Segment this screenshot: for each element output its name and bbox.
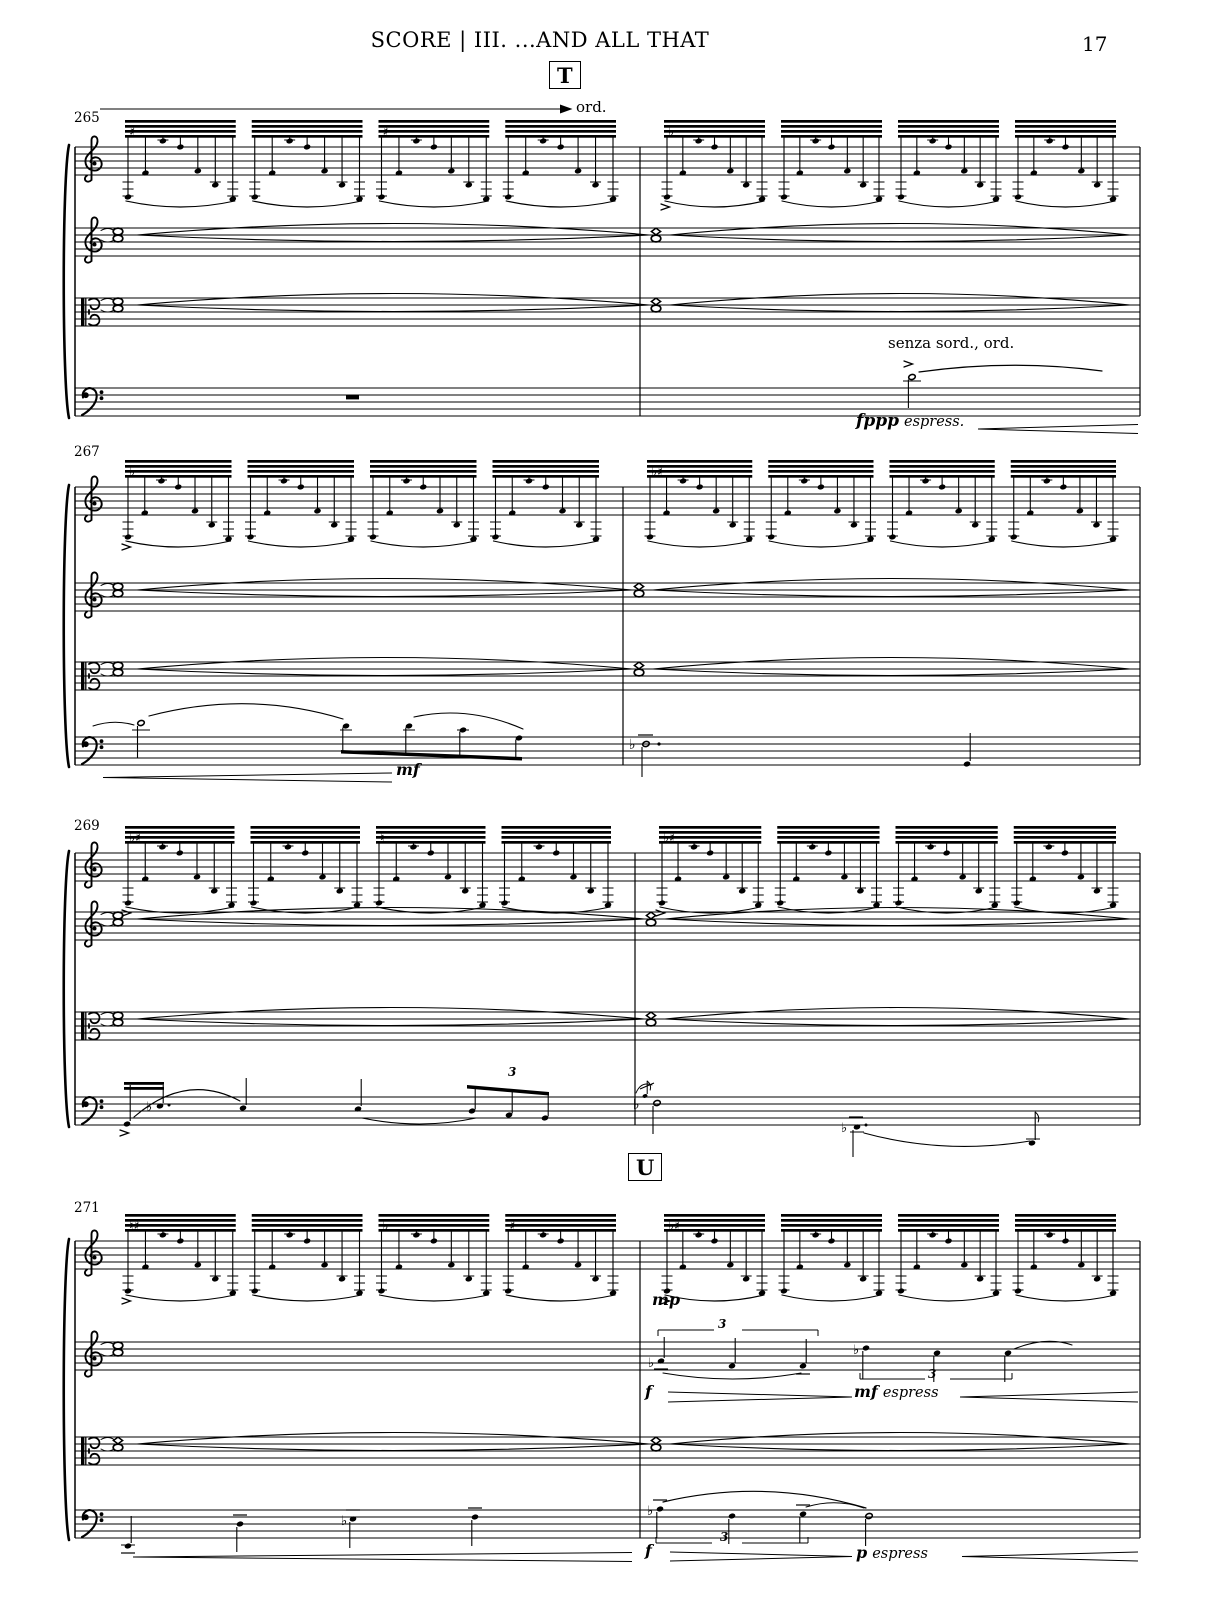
page-number: 17 — [1082, 32, 1108, 56]
dynamic-fppp: fppp — [856, 411, 899, 431]
svg-text:♭: ♭ — [853, 1343, 860, 1358]
espress-label: espress — [882, 1385, 939, 1401]
svg-text:♯: ♯ — [382, 124, 389, 139]
svg-text:♭♯: ♭♯ — [129, 830, 141, 845]
svg-text:♭: ♭ — [648, 1356, 655, 1371]
svg-text:♯: ♯ — [509, 1218, 516, 1233]
triplet-3-cello-269: 3 — [508, 1065, 517, 1079]
triplet-3-cello-272: 3 — [720, 1530, 729, 1544]
violin2-dynamic-mf-espress — [854, 1384, 939, 1401]
cello-dynamic-f: f — [645, 1541, 652, 1560]
svg-text:♮♯: ♮♯ — [129, 1218, 140, 1233]
dynamic-mf: mf — [854, 1382, 878, 1401]
svg-text:♭♯: ♭♯ — [651, 464, 663, 479]
violin2-dynamic-f: f — [645, 1382, 652, 1401]
measure-number-265: 265 — [74, 110, 100, 126]
rehearsal-mark-t: T — [549, 61, 581, 89]
svg-text:♮: ♮ — [380, 830, 385, 845]
triplet-3-violin2-upper: 3 — [718, 1317, 727, 1331]
svg-text:♭♯: ♭♯ — [668, 1218, 680, 1233]
svg-text:♭: ♭ — [633, 1097, 640, 1113]
svg-text:♯: ♯ — [129, 124, 136, 139]
cello-dynamic-fppp — [856, 413, 964, 430]
svg-text:♭: ♭ — [629, 737, 636, 753]
ord-label: ord. — [576, 98, 607, 116]
measure-number-269: 269 — [74, 818, 100, 834]
svg-text:♭: ♭ — [146, 1100, 153, 1115]
espress-label: espress. — [903, 414, 965, 430]
page-title: SCORE | III. ...AND ALL THAT — [370, 28, 710, 52]
svg-text:♭: ♭ — [341, 1514, 348, 1529]
svg-text:♭: ♭ — [841, 1121, 848, 1136]
svg-text:♭: ♭ — [129, 464, 135, 479]
triplet-3-violin2-lower: 3 — [928, 1367, 937, 1381]
svg-text:♭: ♭ — [668, 124, 674, 139]
svg-text:♭♯: ♭♯ — [663, 830, 675, 845]
rehearsal-mark-u: U — [628, 1153, 662, 1181]
dynamic-p: p — [856, 1543, 868, 1562]
measure-number-271: 271 — [74, 1200, 100, 1216]
senza-sord-label: senza sord., ord. — [888, 334, 1015, 352]
violin1-dynamic-mp: mp — [652, 1290, 681, 1309]
measure-number-267: 267 — [74, 444, 100, 460]
svg-text:♭: ♭ — [382, 1218, 389, 1233]
espress-label: espress — [872, 1546, 928, 1562]
svg-text:♭: ♭ — [647, 1504, 654, 1519]
cello-dynamic-p-espress — [856, 1545, 928, 1562]
cello-dynamic-mf: mf — [396, 760, 420, 779]
